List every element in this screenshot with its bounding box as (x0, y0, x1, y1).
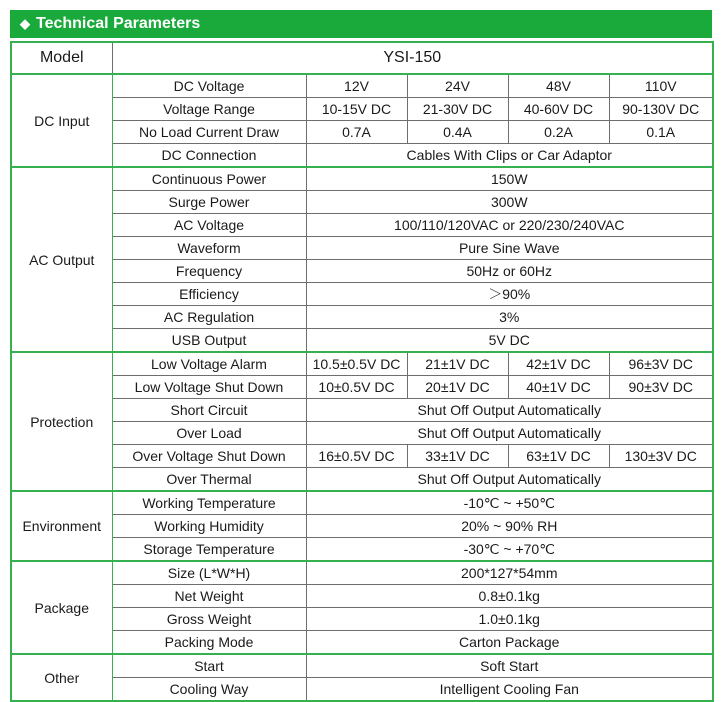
parameter-cell: 130±3V DC (609, 445, 713, 468)
table-row (11, 445, 713, 468)
parameter-label: Net Weight (112, 585, 306, 608)
section-name: Package (11, 561, 112, 654)
parameter-value: 0.8±0.1kg (306, 585, 713, 608)
diamond-icon: ◆ (20, 16, 30, 31)
parameter-cell: 20±1V DC (407, 376, 508, 399)
table-row (11, 585, 713, 608)
parameter-value: Shut Off Output Automatically (306, 399, 713, 422)
section-name: Environment (11, 491, 112, 561)
parameter-cell: 10.5±0.5V DC (306, 352, 407, 376)
parameter-cell: 21±1V DC (407, 352, 508, 376)
table-row (11, 191, 713, 214)
parameter-value: -10℃ ~ +50℃ (306, 491, 713, 515)
parameter-value: Carton Package (306, 631, 713, 655)
parameter-cell: 16±0.5V DC (306, 445, 407, 468)
model-row (11, 42, 713, 74)
table-row (11, 329, 713, 353)
model-label: Model (11, 42, 112, 74)
table-row (11, 352, 713, 376)
parameter-label: Over Voltage Shut Down (112, 445, 306, 468)
parameter-label: Over Thermal (112, 468, 306, 492)
table-row (11, 561, 713, 585)
technical-parameters-table (10, 41, 714, 702)
parameter-label: Low Voltage Shut Down (112, 376, 306, 399)
table-row (11, 260, 713, 283)
table-row (11, 144, 713, 168)
parameter-value: 100/110/120VAC or 220/230/240VAC (306, 214, 713, 237)
parameter-cell: 90-130V DC (609, 98, 713, 121)
parameter-cell: 21-30V DC (407, 98, 508, 121)
parameter-cell: 24V (407, 74, 508, 98)
table-row (11, 538, 713, 562)
parameter-label: Storage Temperature (112, 538, 306, 562)
parameter-value: 150W (306, 167, 713, 191)
parameter-label: DC Voltage (112, 74, 306, 98)
parameter-value: 300W (306, 191, 713, 214)
parameter-cell: 10±0.5V DC (306, 376, 407, 399)
parameter-value: 3% (306, 306, 713, 329)
parameter-value: 20% ~ 90% RH (306, 515, 713, 538)
table-row (11, 167, 713, 191)
table-row (11, 422, 713, 445)
table-row (11, 399, 713, 422)
parameter-cell: 110V (609, 74, 713, 98)
parameter-value: 50Hz or 60Hz (306, 260, 713, 283)
parameter-cell: 48V (508, 74, 609, 98)
parameter-label: Cooling Way (112, 678, 306, 702)
parameter-cell: 40-60V DC (508, 98, 609, 121)
section-name: DC Input (11, 74, 112, 167)
parameter-value: Shut Off Output Automatically (306, 422, 713, 445)
section-name: AC Output (11, 167, 112, 352)
parameter-label: Working Humidity (112, 515, 306, 538)
parameter-value: Pure Sine Wave (306, 237, 713, 260)
parameter-label: AC Regulation (112, 306, 306, 329)
parameter-label: AC Voltage (112, 214, 306, 237)
parameter-cell: 40±1V DC (508, 376, 609, 399)
parameter-cell: 0.7A (306, 121, 407, 144)
model-value: YSI-150 (112, 42, 713, 74)
parameter-value: ＞90% (306, 283, 713, 306)
parameter-label: Short Circuit (112, 399, 306, 422)
table-row (11, 283, 713, 306)
table-row (11, 376, 713, 399)
parameter-label: Size (L*W*H) (112, 561, 306, 585)
header-title: Technical Parameters (36, 15, 201, 32)
parameter-label: Working Temperature (112, 491, 306, 515)
table-row (11, 121, 713, 144)
parameter-label: Waveform (112, 237, 306, 260)
parameter-label: No Load Current Draw (112, 121, 306, 144)
table-row (11, 515, 713, 538)
parameter-label: Surge Power (112, 191, 306, 214)
parameter-label: Voltage Range (112, 98, 306, 121)
table-row (11, 654, 713, 678)
parameter-label: Packing Mode (112, 631, 306, 655)
table-row (11, 678, 713, 702)
parameter-cell: 90±3V DC (609, 376, 713, 399)
table-row (11, 608, 713, 631)
parameter-value: Soft Start (306, 654, 713, 678)
table-row (11, 98, 713, 121)
parameter-label: Low Voltage Alarm (112, 352, 306, 376)
table-row (11, 631, 713, 655)
parameter-label: Efficiency (112, 283, 306, 306)
parameter-value: 1.0±0.1kg (306, 608, 713, 631)
parameter-value: Intelligent Cooling Fan (306, 678, 713, 702)
parameter-label: Continuous Power (112, 167, 306, 191)
table-row (11, 491, 713, 515)
parameter-value: Cables With Clips or Car Adaptor (306, 144, 713, 168)
parameter-cell: 96±3V DC (609, 352, 713, 376)
table-row (11, 306, 713, 329)
section-header (10, 10, 712, 38)
parameter-label: Gross Weight (112, 608, 306, 631)
parameter-label: USB Output (112, 329, 306, 353)
parameter-label: DC Connection (112, 144, 306, 168)
parameter-label: Frequency (112, 260, 306, 283)
section-name: Other (11, 654, 112, 701)
parameter-value: 200*127*54mm (306, 561, 713, 585)
parameter-value: Shut Off Output Automatically (306, 468, 713, 492)
section-name: Protection (11, 352, 112, 491)
parameter-cell: 0.4A (407, 121, 508, 144)
parameter-value: 5V DC (306, 329, 713, 353)
parameter-cell: 0.1A (609, 121, 713, 144)
table-row (11, 74, 713, 98)
parameter-label: Over Load (112, 422, 306, 445)
parameter-value: -30℃ ~ +70℃ (306, 538, 713, 562)
parameter-label: Start (112, 654, 306, 678)
parameter-cell: 33±1V DC (407, 445, 508, 468)
table-row (11, 237, 713, 260)
parameter-cell: 10-15V DC (306, 98, 407, 121)
parameter-cell: 12V (306, 74, 407, 98)
parameter-cell: 63±1V DC (508, 445, 609, 468)
table-row (11, 468, 713, 492)
parameter-cell: 42±1V DC (508, 352, 609, 376)
parameter-cell: 0.2A (508, 121, 609, 144)
table-row (11, 214, 713, 237)
